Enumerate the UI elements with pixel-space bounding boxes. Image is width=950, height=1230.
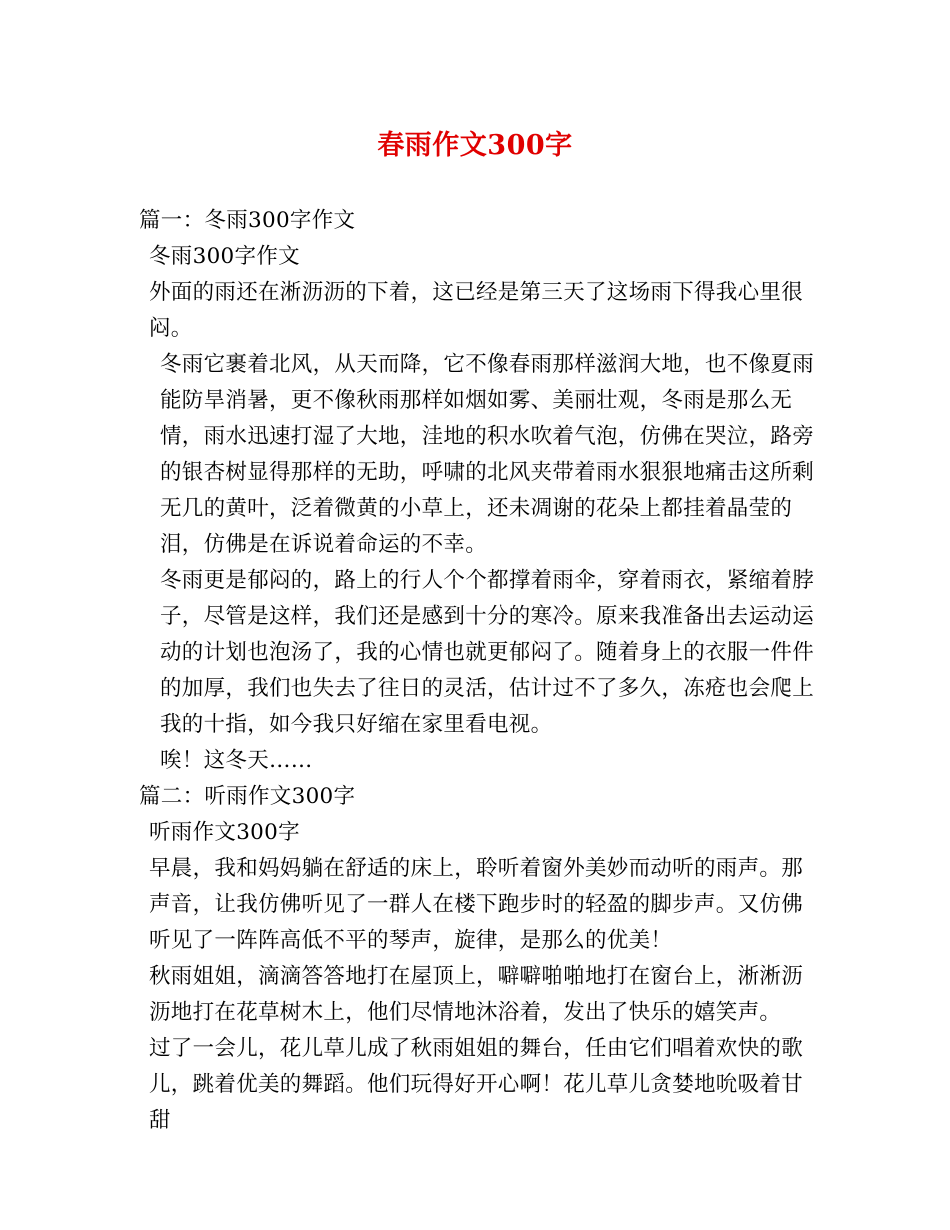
- paragraph: 冬雨更是郁闷的，路上的行人个个都撑着雨伞，穿着雨衣，紧缩着脖子，尽管是这样，我们还是感到十分的寒冷。原来我准备出去运动运动的计划也泡汤了，我的心情也就更郁闷了。随着身上的衣服一件件的加厚，我们也失去了往日的灵活，估计过不了多久，冻疮也会爬上我的十指，如今我只好缩在家里看电视。: [160, 568, 815, 737]
- document-title: 春雨作文300字: [377, 130, 573, 161]
- paragraph: 过了一会儿，花儿草儿成了秋雨姐姐的舞台，任由它们唱着欢快的歌儿，跳着优美的舞蹈。他们玩得好开心啊！花儿草儿贪婪地吮吸着甘甜: [149, 1036, 804, 1133]
- paragraph: 秋雨姐姐，滴滴答答地打在屋顶上，噼噼啪啪地打在窗台上，淅淅沥沥地打在花草树木上，他们尽情地沐浴着，发出了快乐的嬉笑声。: [149, 964, 804, 1025]
- section-heading: 篇二：听雨作文300字: [139, 784, 356, 809]
- paragraph: 唉！这冬天……: [160, 748, 313, 773]
- section-subtitle: 听雨作文300字: [149, 820, 300, 845]
- section-subtitle: 冬雨300字作文: [149, 244, 300, 269]
- document-body: [139, 203, 814, 1139]
- paragraph: 外面的雨还在淅沥沥的下着，这已经是第三天了这场雨下得我心里很闷。: [149, 280, 804, 341]
- paragraph: 早晨，我和妈妈躺在舒适的床上，聆听着窗外美妙而动听的雨声。那声音，让我仿佛听见了一群人在楼下跑步时的轻盈的脚步声。又仿佛听见了一阵阵高低不平的琴声，旋律，是那么的优美！: [149, 856, 804, 953]
- section-heading: 篇一：冬雨300字作文: [139, 208, 356, 233]
- paragraph: 冬雨它裹着北风，从天而降，它不像春雨那样滋润大地，也不像夏雨能防旱消暑，更不像秋雨那样如烟如雾、美丽壮观，冬雨是那么无情，雨水迅速打湿了大地，洼地的积水吹着气泡，仿佛在哭泣，路旁的银杏树显得那样的无助，呼啸的北风夹带着雨水狠狠地痛击这所剩无几的黄叶，泛着微黄的小草上，还未凋谢的花朵上都挂着晶莹的泪，仿佛是在诉说着命运的不幸。: [160, 352, 815, 557]
